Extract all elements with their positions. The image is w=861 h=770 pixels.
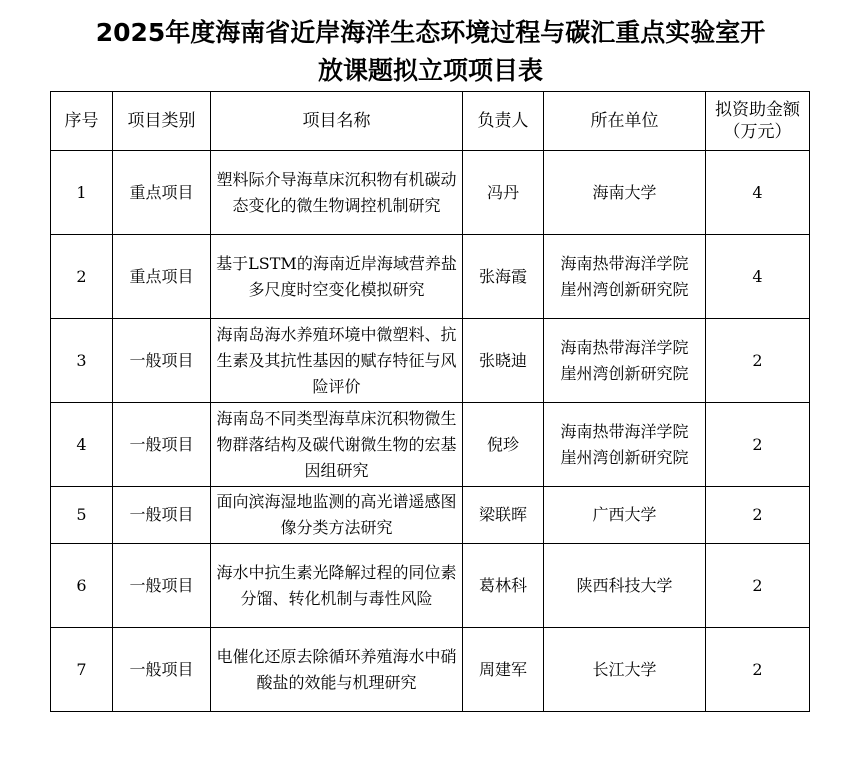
cell-category: 一般项目 — [113, 319, 211, 403]
cell-no: 5 — [51, 487, 113, 544]
header-name: 项目名称 — [211, 92, 463, 151]
cell-category: 重点项目 — [113, 151, 211, 235]
table-row — [51, 487, 810, 544]
cell-unit — [544, 319, 706, 403]
cell-unit-line1: 海南热带海洋学院 — [560, 421, 689, 441]
header-no: 序号 — [51, 92, 113, 151]
cell-name: 基于LSTM的海南近岸海域营养盐多尺度时空变化模拟研究 — [211, 235, 463, 319]
cell-unit — [544, 487, 706, 544]
cell-name: 海水中抗生素光降解过程的同位素分馏、转化机制与毒性风险 — [211, 544, 463, 628]
cell-amount: 4 — [706, 151, 810, 235]
cell-category: 一般项目 — [113, 544, 211, 628]
cell-amount: 2 — [706, 403, 810, 487]
table-row — [51, 235, 810, 319]
cell-no: 4 — [51, 403, 113, 487]
cell-leader: 周建军 — [463, 628, 544, 712]
cell-unit-line2: 崖州湾创新研究院 — [560, 279, 689, 299]
header-leader: 负责人 — [463, 92, 544, 151]
cell-leader: 葛林科 — [463, 544, 544, 628]
cell-no: 1 — [51, 151, 113, 235]
cell-unit-line1: 陕西科技大学 — [576, 575, 673, 595]
cell-name: 面向滨海湿地监测的高光谱遥感图像分类方法研究 — [211, 487, 463, 544]
document-title — [0, 14, 861, 90]
cell-name: 塑料际介导海草床沉积物有机碳动态变化的微生物调控机制研究 — [211, 151, 463, 235]
cell-amount: 2 — [706, 319, 810, 403]
header-unit: 所在单位 — [544, 92, 706, 151]
cell-no: 7 — [51, 628, 113, 712]
cell-category: 一般项目 — [113, 487, 211, 544]
cell-category: 一般项目 — [113, 403, 211, 487]
header-amount — [706, 92, 810, 151]
cell-unit — [544, 403, 706, 487]
cell-amount: 2 — [706, 544, 810, 628]
cell-no: 2 — [51, 235, 113, 319]
cell-unit — [544, 544, 706, 628]
cell-leader: 倪珍 — [463, 403, 544, 487]
cell-leader: 梁联晖 — [463, 487, 544, 544]
table-row — [51, 628, 810, 712]
project-table — [50, 91, 810, 712]
table-row — [51, 544, 810, 628]
cell-amount: 2 — [706, 628, 810, 712]
cell-unit — [544, 151, 706, 235]
cell-no: 3 — [51, 319, 113, 403]
table-row — [51, 151, 810, 235]
cell-unit-line1: 长江大学 — [592, 659, 657, 679]
cell-name: 海南岛海水养殖环境中微塑料、抗生素及其抗性基因的赋存特征与风险评价 — [211, 319, 463, 403]
cell-category: 一般项目 — [113, 628, 211, 712]
table-row — [51, 403, 810, 487]
cell-amount: 2 — [706, 487, 810, 544]
title-line-2: 放课题拟立项项目表 — [317, 56, 543, 85]
cell-no: 6 — [51, 544, 113, 628]
cell-unit-line1: 广西大学 — [592, 505, 657, 524]
header-row — [51, 92, 810, 151]
header-category: 项目类别 — [113, 92, 211, 151]
cell-name: 海南岛不同类型海草床沉积物微生物群落结构及碳代谢微生物的宏基因组研究 — [211, 403, 463, 487]
cell-unit-line1: 海南热带海洋学院 — [560, 337, 689, 357]
cell-unit — [544, 235, 706, 319]
cell-unit-line2: 崖州湾创新研究院 — [560, 363, 689, 383]
cell-category: 重点项目 — [113, 235, 211, 319]
cell-name: 电催化还原去除循环养殖海水中硝酸盐的效能与机理研究 — [211, 628, 463, 712]
cell-unit-line1: 海南大学 — [592, 182, 657, 202]
cell-leader: 张海霞 — [463, 235, 544, 319]
cell-amount: 4 — [706, 235, 810, 319]
header-amount-line2: （万元） — [723, 122, 792, 142]
cell-unit — [544, 628, 706, 712]
header-amount-line1: 拟资助金额 — [715, 100, 800, 120]
cell-leader: 冯丹 — [463, 151, 544, 235]
cell-unit-line2: 崖州湾创新研究院 — [560, 447, 689, 467]
title-line-1: 2025年度海南省近岸海洋生态环境过程与碳汇重点实验室开 — [95, 18, 766, 47]
cell-unit-line1: 海南热带海洋学院 — [560, 253, 689, 273]
table-row — [51, 319, 810, 403]
cell-leader: 张晓迪 — [463, 319, 544, 403]
